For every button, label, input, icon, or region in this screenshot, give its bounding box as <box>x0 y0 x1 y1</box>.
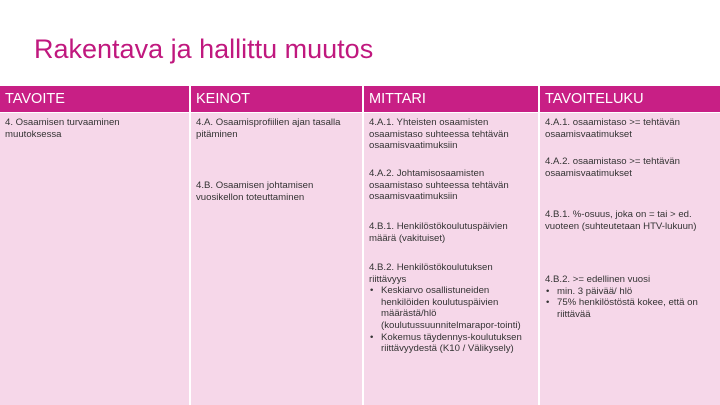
column-tavoite <box>0 113 189 405</box>
mittari-4a2: 4.A.2. Johtamisosaamisten osaamistaso suhteessa tehtävän osaamisvaatimuksiin <box>369 168 509 203</box>
tavoite-text: 4. Osaamisen turvaaminen muutoksessa <box>5 117 120 140</box>
mittari-4b1: 4.B.1. Henkilöstökoulutuspäivien määrä (vakituiset) <box>369 221 508 244</box>
header-tavoiteluku: TAVOITELUKU <box>540 86 720 112</box>
keino-4a: 4.A. Osaamisprofiilien ajan tasalla pitäminen <box>196 117 341 140</box>
mittari-4b2-bullet: • Kokemus täydennys-koulutuksen riittävyydestä (K10 / Välikysely) <box>369 332 527 355</box>
goals-table <box>0 86 720 405</box>
header-mittari: MITTARI <box>364 86 538 112</box>
tavoiteluku-4b2-title: 4.B.2. >= edellinen vuosi <box>545 274 651 285</box>
header-keinot: KEINOT <box>191 86 362 112</box>
header-tavoite: TAVOITE <box>0 86 189 112</box>
tavoiteluku-4a1: 4.A.1. osaamistaso >= tehtävän osaamisvaatimukset <box>545 117 680 140</box>
mittari-4b2 <box>369 262 527 355</box>
column-keinot <box>191 113 362 405</box>
tavoiteluku-4a2: 4.A.2. osaamistaso >= tehtävän osaamisvaatimukset <box>545 156 680 179</box>
keino-4b: 4.B. Osaamisen johtamisen vuosikellon toteuttaminen <box>196 180 314 203</box>
mittari-4b2-bullet: • Keskiarvo osallistuneiden henkilöiden koulutuspäivien määrästä/hlö (koulutussuunnitelmarapor-tointi) <box>369 285 527 331</box>
mittari-4b2-title: 4.B.2. Henkilöstökoulutuksen riittävyys <box>369 262 493 285</box>
tavoiteluku-4b2-bullet: • 75% henkilöstöstä kokee, että on riittävää <box>545 297 713 320</box>
column-mittari <box>364 113 538 405</box>
tavoiteluku-4b2-bullet: • min. 3 päivää/ hlö <box>545 286 713 298</box>
tavoiteluku-4b1: 4.B.1. %-osuus, joka on = tai > ed. vuoteen (suhteutetaan HTV-lukuun) <box>545 209 697 232</box>
page-title: Rakentava ja hallittu muutos <box>34 34 374 64</box>
mittari-4a1: 4.A.1. Yhteisten osaamisten osaamistaso suhteessa tehtävän osaamisvaatimuksiin <box>369 117 509 152</box>
tavoiteluku-4b2 <box>545 274 713 320</box>
